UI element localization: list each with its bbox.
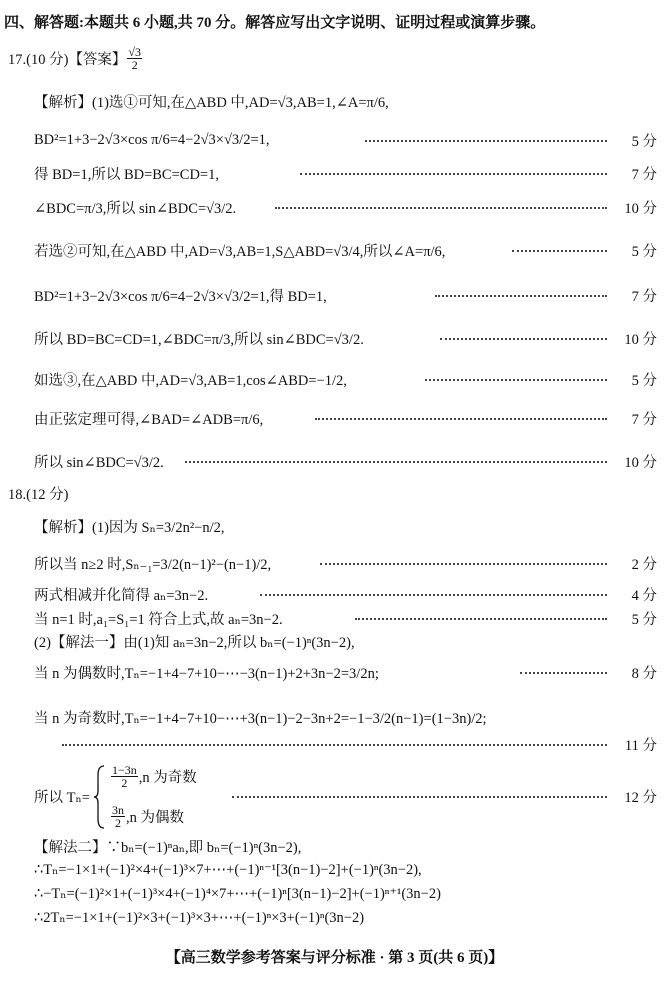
- q17-points-9: 10 分: [624, 454, 657, 471]
- q17-line-3: 得 BD=1,所以 BD=BC=CD=1, 7 分: [0, 158, 669, 188]
- q17-points-2: 7 分: [631, 166, 657, 183]
- q17-line-10: 所以 sin∠BDC=√3/2. 10 分: [0, 446, 669, 476]
- piecewise-even-case: $\frac{3n}{2}$ ,n 为偶数: [112, 802, 184, 830]
- q18-header: 18.(12 分): [8, 486, 69, 503]
- q17-line-1: 【解析】(1)选①可知,在△ABD 中,AD=√3,AB=1,∠A=π/6,: [34, 94, 389, 111]
- q18-points-3: 5 分: [631, 611, 657, 628]
- q18-line-3: 两式相减并化简得 aₙ=3n−2. 4 分: [0, 579, 669, 609]
- q17-line-7: 所以 BD=BC=CD=1,∠BDC=π/3,所以 sin∠BDC=√3/2. 10 分: [0, 323, 669, 353]
- q17-points-6: 10 分: [624, 331, 657, 348]
- q18-line-11: ∴Tₙ=−1×1+(−1)²×4+(−1)³×7+⋯+(−1)ⁿ⁻¹[3(n−1)−2]+(−1)ⁿ(3n−2),: [34, 861, 422, 878]
- q18-points-6: 12 分: [624, 789, 657, 806]
- q18-line-13: ∴2Tₙ=−1×1+(−1)²×3+(−1)³×3+⋯+(−1)ⁿ×3+(−1)ⁿ(3n−2): [34, 909, 365, 926]
- q17-line-5: 若选②可知,在△ABD 中,AD=√3,AB=1,S△ABD=√3/4,所以∠A=π/6, 5 分: [0, 235, 669, 265]
- q18-points-1: 2 分: [631, 556, 657, 573]
- q17-line-4: ∠BDC=π/3,所以 sin∠BDC=√3/2. 10 分: [0, 192, 669, 222]
- q18-line-9: 所以 Tₙ= 12 分: [0, 781, 669, 811]
- q17-points-3: 10 分: [624, 200, 657, 217]
- q17-header: 17.(10 分)【答案】 $\frac{√3}{2}$: [8, 44, 142, 72]
- q17-line-9: 由正弦定理可得,∠BAD=∠ADB=π/6, 7 分: [0, 403, 669, 433]
- q17-points-5: 7 分: [631, 288, 657, 305]
- piecewise-odd-case: $\frac{1-3n}{2}$ ,n 为奇数: [112, 762, 197, 790]
- q18-line-6: 当 n 为偶数时,Tₙ=−1+4−7+10−⋯−3(n−1)+2+3n−2=3/2n; 8 分: [0, 657, 669, 687]
- q17-points-7: 5 分: [631, 372, 657, 389]
- q17-points-4: 5 分: [631, 243, 657, 260]
- section-title: 四、解答题:本题共 6 小题,共 70 分。解答应写出文字说明、证明过程或演算步骤。: [4, 14, 546, 31]
- q18-points-2: 4 分: [631, 587, 657, 604]
- page-footer: 【高三数学参考答案与评分标准 · 第 3 页(共 6 页)】: [165, 950, 504, 966]
- q17-line-6: BD²=1+3−2√3×cos π/6=4−2√3×√3/2=1,得 BD=1, 7 分: [0, 280, 669, 310]
- q18-points-5: 11 分: [624, 737, 657, 754]
- q18-line-10: 【解法二】∵bₙ=(−1)ⁿaₙ,即 bₙ=(−1)ⁿ(3n−2),: [34, 839, 302, 856]
- q18-line-7: 当 n 为奇数时,Tₙ=−1+4−7+10−⋯+3(n−1)−2−3n+2=−1−3/2(n−1)=(1−3n)/2;: [34, 710, 487, 727]
- q18-line-4: 当 n=1 时,a₁=S₁=1 符合上式,故 aₙ=3n−2. 5 分: [0, 603, 669, 633]
- q18-line-2: 所以当 n≥2 时,Sₙ₋₁=3/2(n−1)²−(n−1)/2, 2 分: [0, 548, 669, 578]
- q18-line-5: (2)【解法一】由(1)知 aₙ=3n−2,所以 bₙ=(−1)ⁿ(3n−2),: [34, 634, 355, 651]
- q18-line-1: 【解析】(1)因为 Sₙ=3/2n²−n/2,: [34, 519, 225, 536]
- q18-points-4: 8 分: [631, 665, 657, 682]
- q18-line-8: [0, 729, 669, 759]
- q17-answer-fraction: $\frac{√3}{2}$: [128, 44, 142, 72]
- q17-points-8: 7 分: [631, 411, 657, 428]
- q18-line-12: ∴−Tₙ=(−1)²×1+(−1)³×4+(−1)⁴×7+⋯+(−1)ⁿ[3(n−1)−2]+(−1)ⁿ⁺¹(3n−2): [34, 885, 441, 902]
- q17-line-2: BD²=1+3−2√3×cos π/6=4−2√3×√3/2=1, 5 分: [0, 125, 669, 155]
- q17-points-1: 5 分: [631, 133, 657, 150]
- q17-line-8: 如选③,在△ABD 中,AD=√3,AB=1,cos∠ABD=−1/2, 5 分: [0, 364, 669, 394]
